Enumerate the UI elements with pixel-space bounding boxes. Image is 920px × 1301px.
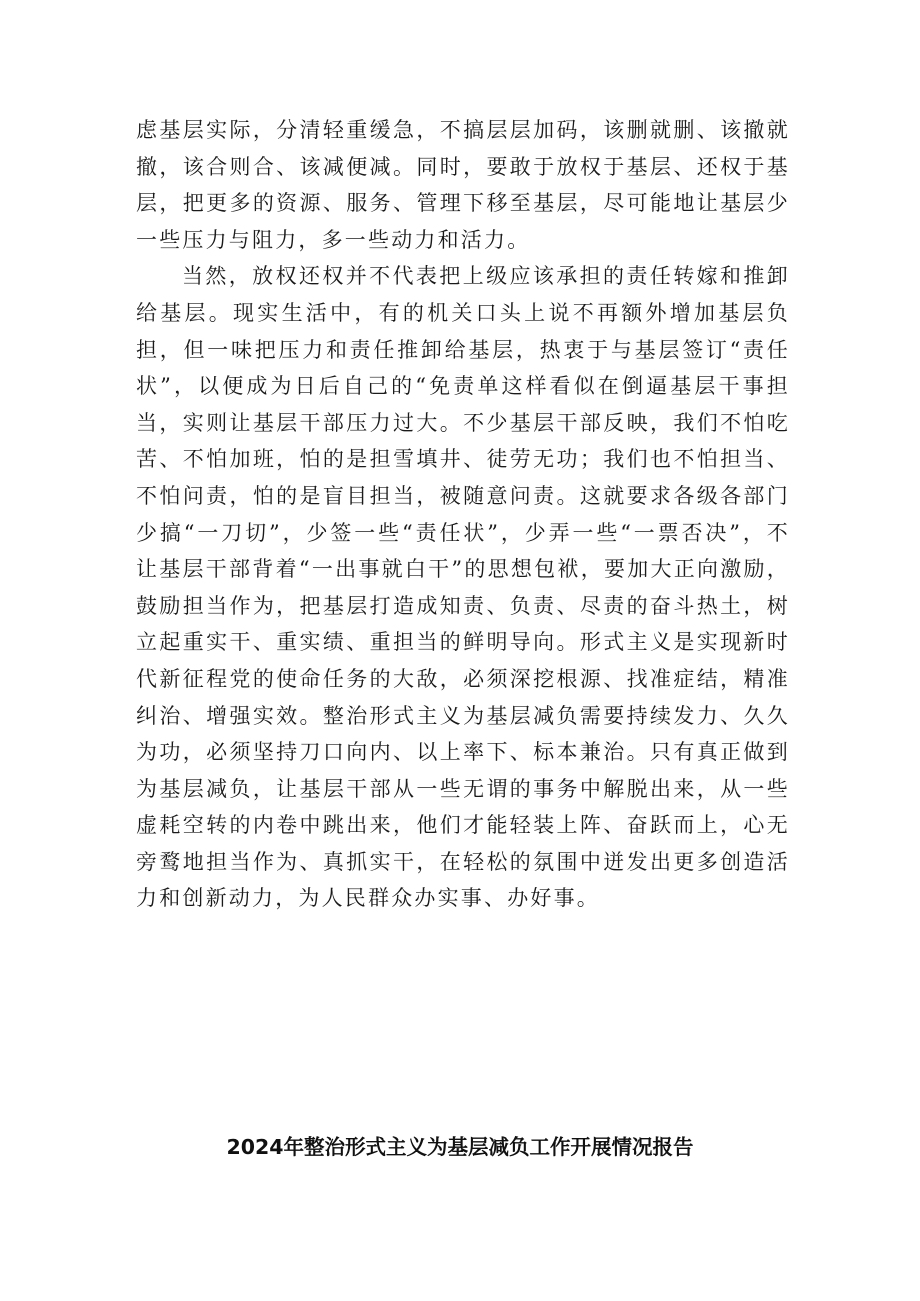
paragraph-continued: 虑基层实际，分清轻重缓急，不搞层层加码，该删就删、该撤就撤，该合则合、该减便减。同时，要敢于放权于基层、还权于基层，把更多的资源、服务、管理下移至基层，尽可能地让基层少一些压力与阻力，多一些动力和活力。 <box>136 118 790 252</box>
section-title: 2024年整治形式主义为基层减负工作开展情况报告 <box>226 1135 694 1159</box>
body-text <box>136 112 790 917</box>
paragraph-main: 当然，放权还权并不代表把上级应该承担的责任转嫁和推卸给基层。现实生活中，有的机关口头上说不再额外增加基层负担，但一味把压力和责任推卸给基层，热衷于与基层签订“责任状”，以便成为日后自己的“免责单这样看似在倒逼基层干事担当，实则让基层干部压力过大。不少基层干部反映，我们不怕吃苦、不怕加班，怕的是担雪填井、徒劳无功；我们也不怕担当、不怕问责，怕的是盲目担当，被随意问责。这就要求各级各部门少搞“一刀切”，少签一些“责任状”，少弄一些“一票否决”，不让基层干部背着“一出事就白干”的思想包袱，要加大正向激励，鼓励担当作为，把基层打造成知责、负责、尽责的奋斗热土，树立起重实干、重实绩、重担当的鲜明导向。形式主义是实现新时代新征程党的使命任务的大敌，必须深挖根源、找准症结，精准纠治、增强实效。整治形式主义为基层减负需要持续发力、久久为功，必须坚持刀口向内、以上率下、标本兼治。只有真正做到为基层减负，让基层干部从一些无谓的事务中解脱出来，从一些虚耗空转的内卷中跳出来，他们才能轻装上阵、奋跃而上，心无旁鹜地担当作为、真抓实干，在轻松的氛围中迸发出更多创造活力和创新动力，为人民群众办实事、办好事。 <box>136 264 790 911</box>
